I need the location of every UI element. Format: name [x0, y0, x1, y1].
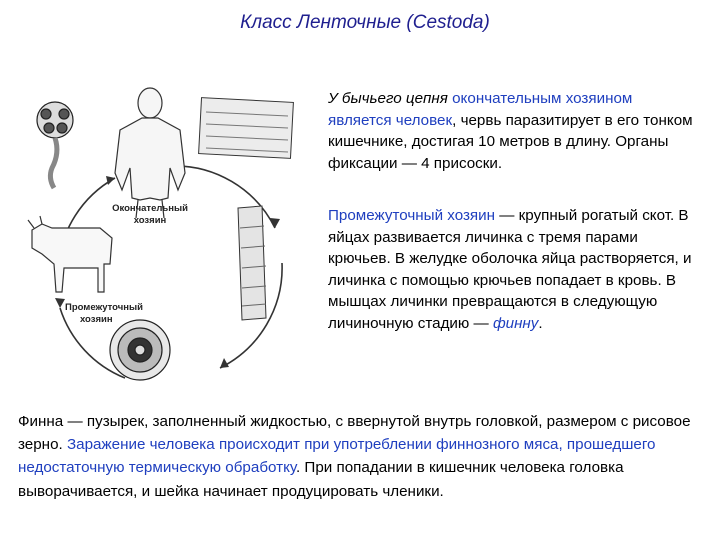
life-cycle-diagram [20, 78, 320, 398]
finna-cyst-icon [110, 320, 170, 380]
intermediate-host-label-1: Промежуточный [65, 302, 143, 313]
bottom-intro: Финна — пузырек, заполненный жидкостью, с ввернутой внутрь головкой, размером с рисовое зерно. [18, 413, 691, 454]
definitive-host-label-1: Окончательный [112, 203, 188, 214]
p2-highlight: Промежуточный хозяин [328, 207, 496, 224]
p2-finna: финну [492, 314, 539, 332]
p2-end: . [538, 314, 543, 332]
bottom-rest: . При попадании в кишечник человека головка выворачивается, и шейка начинает продуцировать членики. [18, 459, 624, 500]
life-cycle-illustration [20, 78, 320, 398]
slide-title: Класс Ленточные (Cestoda) [240, 12, 490, 33]
p1-intro: У бычьего цепня [328, 90, 453, 107]
intermediate-host-label-2: хозяин [80, 314, 113, 325]
human-figure-icon [115, 88, 185, 218]
intermediate-host-paragraph [328, 205, 700, 334]
proglottid-strip-icon [199, 98, 294, 159]
p1-rest: , червь паразитирует в его тонком кишечнике, достигая 10 метров в длину. Органы фиксации — 4 присоски. [328, 111, 693, 172]
cow-icon [28, 216, 112, 292]
definitive-host-paragraph [328, 88, 700, 174]
finna-paragraph [18, 410, 708, 503]
bottom-highlight: Заражение человека происходит при употреблении финнозного мяса, прошедшего недостаточную термическую обработку [18, 436, 656, 477]
p1-highlight: окончательным хозяином является человек [328, 90, 633, 129]
p2-body: — крупный рогатый скот. В яйцах развивается личинка с тремя парами крючьев. В желудке оболочка яйца растворяется, и личинка с помощью крючьев попадает в кровь. В мышцах личинки превращаются в следующую личиночную стадию — [328, 207, 692, 332]
segment-column-icon [238, 206, 266, 320]
definitive-host-label-2: хозяин [133, 215, 167, 226]
scolex-icon [37, 102, 73, 188]
